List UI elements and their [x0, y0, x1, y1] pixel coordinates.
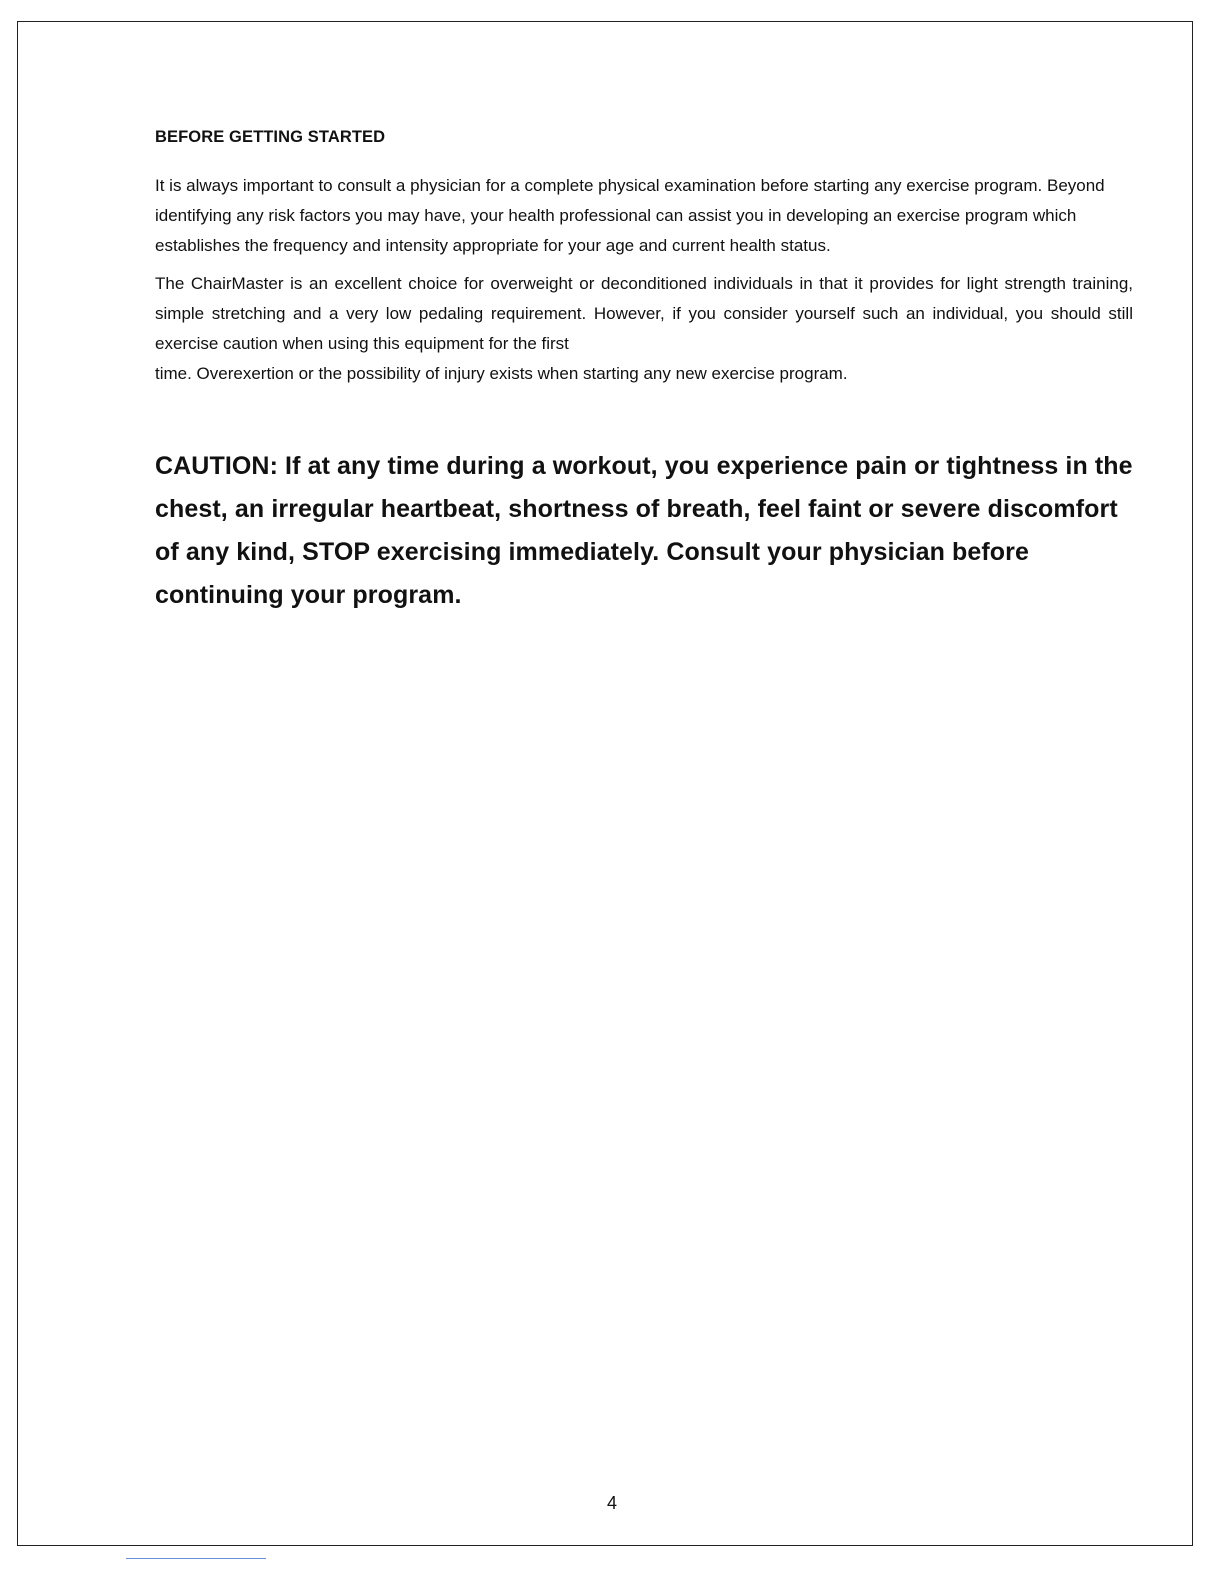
footer-rule	[126, 1558, 266, 1559]
caution-warning: CAUTION: If at any time during a workout, you experience pain or tightness in the chest, an irregular heartbeat, shortness of breath, feel faint or severe discomfort of any kind, STOP exercising immediately. Consult your physician before continuing your program.	[155, 452, 1133, 609]
intro-paragraph: It is always important to consult a physician for a complete physical examination before starting any exercise program. Beyond identifying any risk factors you may have, your health professional can assist you in developing an exercise program which establishes the frequency and intensity appropriate for your age and current health status.	[155, 176, 1105, 255]
section-heading: BEFORE GETTING STARTED	[155, 128, 386, 146]
chairmaster-paragraph-line-1: The ChairMaster is an excellent choice for overweight or deconditioned individuals in that it provides for light strength training, simple stretching and a very low pedaling requirement. However, if you consider yourself such an individual, you should still exercise caution when using this equipment for the first	[155, 274, 1133, 353]
document-body	[155, 128, 1133, 617]
page-number: 4	[606, 1493, 617, 1513]
chairmaster-paragraph	[155, 269, 1133, 389]
chairmaster-paragraph-line-2: time. Overexertion or the possibility of injury exists when starting any new exercise program.	[155, 364, 848, 383]
